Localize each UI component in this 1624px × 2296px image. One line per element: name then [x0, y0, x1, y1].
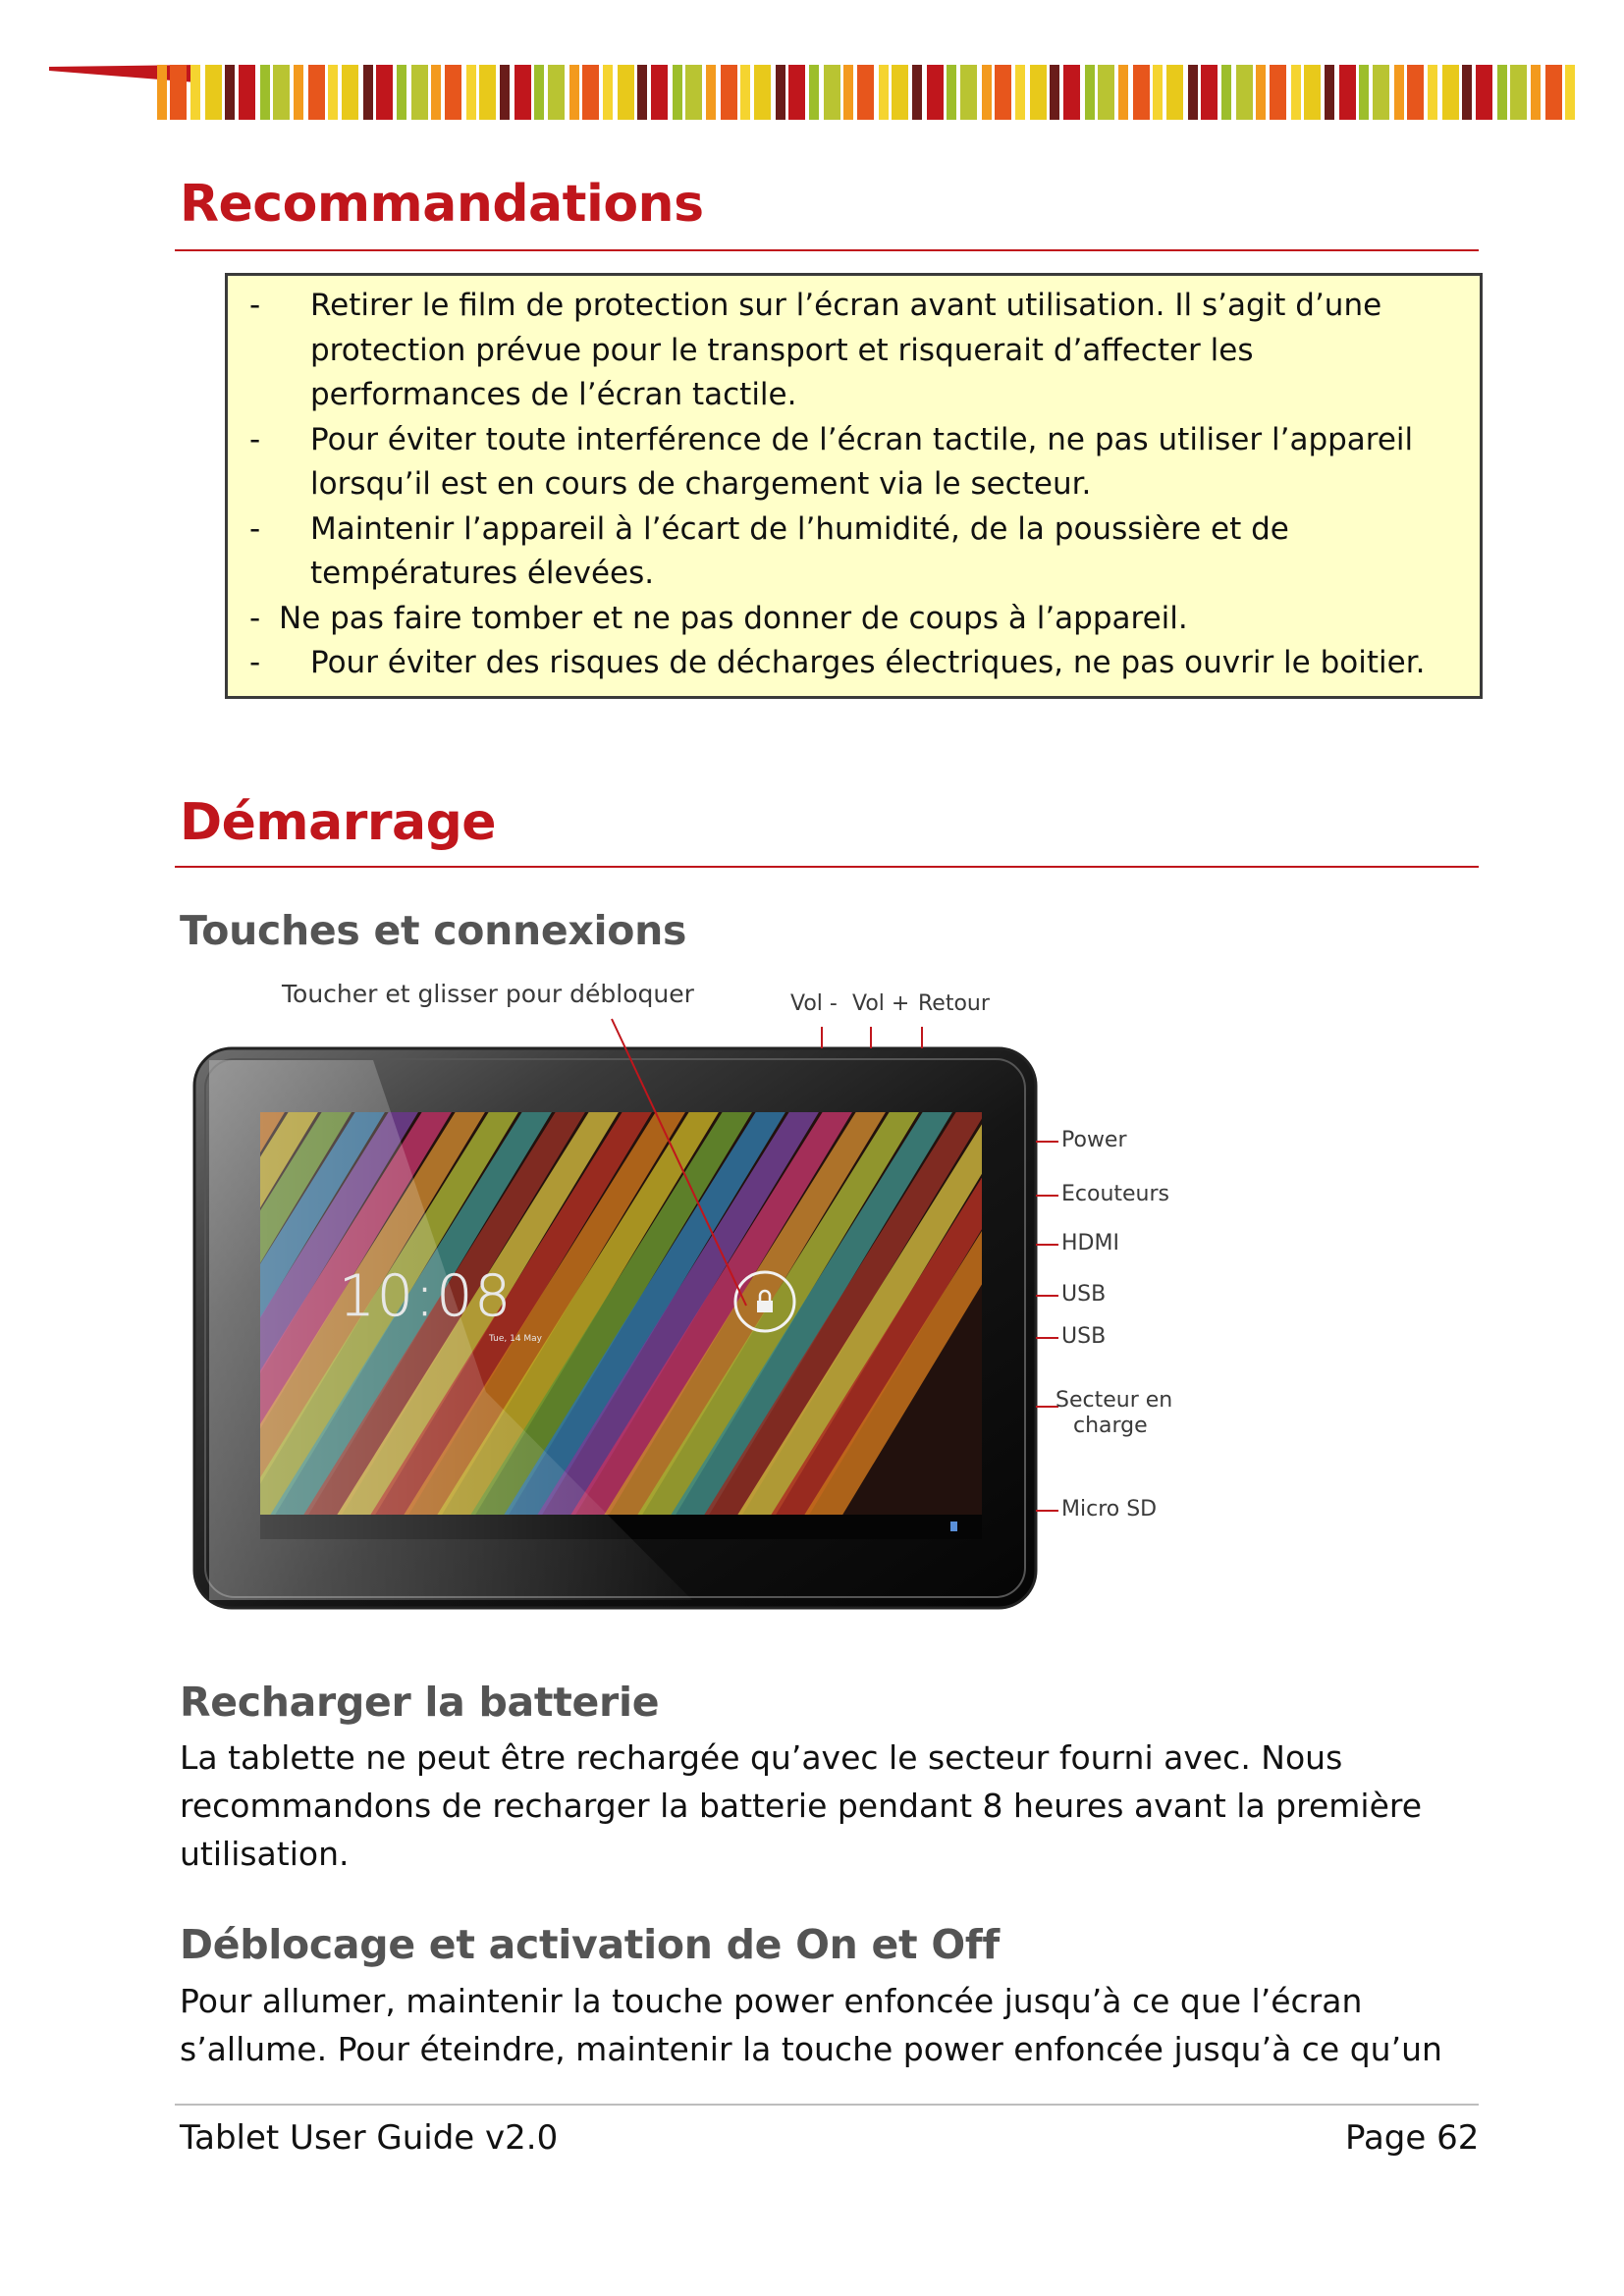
header-stripe	[411, 65, 428, 120]
recommandations-box	[225, 273, 1483, 699]
header-stripe	[1531, 65, 1541, 120]
screen-clock-time: 10:08	[339, 1262, 514, 1329]
retour-label: Retour	[918, 991, 990, 1016]
demarrage-rule	[175, 866, 1479, 868]
header-stripe	[685, 65, 702, 120]
header-stripe	[1133, 65, 1150, 120]
header-stripe	[170, 65, 187, 120]
header-stripe-band	[49, 65, 1579, 120]
status-indicator	[950, 1522, 957, 1531]
header-stripe	[1201, 65, 1218, 120]
secteur-label-line2: charge	[1073, 1414, 1148, 1438]
header-stripe	[397, 65, 406, 120]
header-stripe	[1236, 65, 1253, 120]
header-stripe	[843, 65, 853, 120]
header-stripe	[788, 65, 805, 120]
header-stripe	[308, 65, 325, 120]
header-stripe	[157, 65, 167, 120]
header-stripe	[776, 65, 785, 120]
header-stripe	[960, 65, 977, 120]
lock-icon	[757, 1301, 773, 1312]
usb-label-2: USB	[1061, 1324, 1107, 1349]
usb-label-1: USB	[1061, 1282, 1107, 1307]
header-stripe	[205, 65, 222, 120]
header-stripe	[721, 65, 737, 120]
header-stripe	[1428, 65, 1437, 120]
header-stripe	[651, 65, 668, 120]
header-stripe	[927, 65, 944, 120]
recommandation-item: - Retirer le film de protection sur l’écran avant utilisation. Il s’agit d’une protection prévue pour le transport et risquerait d’affecter les performances de l’écran tactile.	[249, 288, 1382, 412]
unlock-label: Toucher et glisser pour débloquer	[282, 980, 694, 1008]
header-stripe	[892, 65, 908, 120]
header-stripe	[603, 65, 613, 120]
microsd-label: Micro SD	[1061, 1497, 1158, 1522]
header-stripe	[431, 65, 441, 120]
header-stripe	[754, 65, 771, 120]
header-stripe	[1188, 65, 1198, 120]
header-stripe	[1510, 65, 1527, 120]
header-stripe	[500, 65, 510, 120]
header-stripe	[1118, 65, 1128, 120]
demarrage-heading: Démarrage	[180, 793, 497, 852]
recommandation-item: - Pour éviter des risques de décharges électriques, ne pas ouvrir le boitier.	[249, 645, 1426, 680]
recommandations-list	[247, 284, 1460, 686]
recharger-heading: Recharger la batterie	[180, 1679, 660, 1726]
recommandation-item: - Pour éviter toute interférence de l’écran tactile, ne pas utiliser l’appareil lorsqu’il est en cours de chargement via le secteur.	[249, 421, 1414, 502]
header-stripe	[445, 65, 461, 120]
header-stripe	[1407, 65, 1424, 120]
footer-rule	[175, 2104, 1479, 2106]
hdmi-label: HDMI	[1061, 1231, 1119, 1255]
header-stripe	[548, 65, 565, 120]
header-stripe	[1394, 65, 1404, 120]
header-stripe	[912, 65, 922, 120]
touches-heading: Touches et connexions	[180, 907, 687, 954]
header-stripe	[1291, 65, 1301, 120]
secteur-label-line1: Secteur en	[1056, 1388, 1173, 1413]
header-stripe	[1325, 65, 1334, 120]
header-stripe	[857, 65, 874, 120]
header-stripe	[1476, 65, 1492, 120]
footer-guide-title: Tablet User Guide v2.0	[180, 2118, 559, 2158]
tablet-diagram	[191, 980, 1183, 1618]
header-stripe	[1497, 65, 1507, 120]
header-stripe	[673, 65, 682, 120]
header-stripe	[995, 65, 1011, 120]
header-stripes-graphic	[49, 65, 1579, 120]
header-stripe	[1304, 65, 1321, 120]
header-stripe	[1359, 65, 1369, 120]
header-stripe	[1545, 65, 1562, 120]
header-stripe	[294, 65, 303, 120]
header-stripe	[569, 65, 579, 120]
header-stripe	[342, 65, 358, 120]
header-stripe	[618, 65, 634, 120]
header-stripe	[1085, 65, 1095, 120]
header-stripe	[190, 65, 200, 120]
footer-page-number: Page 62	[1345, 2118, 1480, 2158]
header-stripe	[1442, 65, 1459, 120]
deblocage-text: Pour allumer, maintenir la touche power enfoncée jusqu’à ce que l’écran s’allume. Pour éteindre, maintenir la touche power enfoncée jusqu’à ce qu’un	[180, 1982, 1442, 2068]
header-stripe	[466, 65, 476, 120]
header-stripe	[879, 65, 889, 120]
header-stripe	[239, 65, 255, 120]
header-stripe	[534, 65, 544, 120]
header-stripe	[376, 65, 393, 120]
recommandation-item: - Maintenir l’appareil à l’écart de l’humidité, de la poussière et de températures élevées.	[249, 510, 1289, 591]
header-stripe	[260, 65, 270, 120]
header-stripe	[947, 65, 956, 120]
recommandation-item: - Ne pas faire tomber et ne pas donner de coups à l’appareil.	[249, 600, 1188, 636]
header-stripe	[225, 65, 235, 120]
vol-plus-label: Vol +	[852, 991, 910, 1016]
header-stripe	[809, 65, 819, 120]
header-stripe	[982, 65, 992, 120]
header-stripe	[363, 65, 373, 120]
header-stripe	[273, 65, 290, 120]
header-stripe	[479, 65, 496, 120]
header-stripe	[637, 65, 647, 120]
recharger-text: La tablette ne peut être rechargée qu’avec le secteur fourni avec. Nous recommandons de recharger la batterie pendant 8 heures avant la première utilisation.	[180, 1738, 1423, 1873]
header-stripe	[1270, 65, 1286, 120]
header-stripe	[1221, 65, 1231, 120]
header-stripe	[1339, 65, 1356, 120]
header-stripe	[1015, 65, 1025, 120]
power-label: Power	[1061, 1128, 1127, 1152]
header-stripe	[1030, 65, 1047, 120]
header-stripe	[1462, 65, 1472, 120]
header-stripe	[1050, 65, 1059, 120]
tablet-illustration	[191, 980, 1183, 1618]
screen-clock-date: Tue, 14 May	[489, 1334, 543, 1344]
header-stripe	[582, 65, 599, 120]
vol-minus-label: Vol -	[790, 991, 838, 1016]
header-stripe	[740, 65, 750, 120]
header-stripe	[1256, 65, 1266, 120]
header-stripe	[1153, 65, 1163, 120]
deblocage-heading: Déblocage et activation de On et Off	[180, 1921, 1000, 1968]
header-stripe	[514, 65, 531, 120]
header-stripe	[706, 65, 716, 120]
recommandations-heading: Recommandations	[180, 175, 704, 234]
header-stripe	[1063, 65, 1080, 120]
header-stripe	[1373, 65, 1389, 120]
header-stripe	[1098, 65, 1114, 120]
header-stripe	[328, 65, 338, 120]
header-stripe	[824, 65, 840, 120]
ecouteurs-label: Ecouteurs	[1061, 1182, 1170, 1206]
recommandations-rule	[175, 249, 1479, 251]
header-stripe	[1565, 65, 1575, 120]
header-stripe	[1166, 65, 1183, 120]
